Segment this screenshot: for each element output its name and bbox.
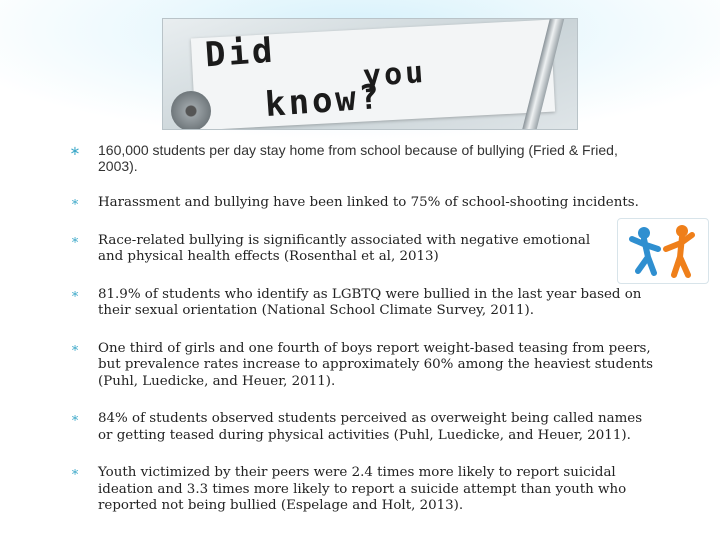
facts-list — [68, 143, 658, 515]
fact-text: Race-related bullying is significantly associated with negative emotional and physical health effects (Rosenthal et al, 2013) — [98, 232, 591, 264]
fact-item — [68, 143, 658, 174]
bullet-marker-icon: ∗ — [70, 411, 80, 426]
banner-word-1: Did — [203, 30, 277, 76]
fact-item — [68, 465, 658, 515]
banner-word-3: know? — [263, 76, 384, 126]
bullet-marker-icon: ∗ — [69, 143, 81, 158]
fact-item — [68, 341, 658, 391]
fact-text: Harassment and bullying have been linked to 75% of school-shooting incidents. — [98, 195, 639, 210]
bullet-marker-icon: ∗ — [70, 195, 80, 210]
bullet-marker-icon: ∗ — [70, 286, 80, 302]
bullet-marker-icon: ∗ — [70, 232, 80, 248]
bullet-marker-icon: ∗ — [70, 465, 80, 480]
disc-icon — [171, 91, 211, 130]
fact-text: One third of girls and one fourth of boys report weight-based teasing from peers, but prevalence rates increase to approximately 60% among the heaviest students (Puhl, Luedicke, and Heuer, 2011). — [98, 340, 654, 389]
fact-item — [68, 287, 658, 320]
banner-word-2: you — [361, 54, 428, 95]
did-you-know-banner — [162, 18, 578, 130]
fact-text: 160,000 students per day stay home from school because of bullying (Fried & Fried, 2003). — [98, 142, 618, 174]
fact-text: 81.9% of students who identify as LGBTQ were bullied in the last year based on their sexual orientation (National School Climate Survey, 2011). — [98, 286, 642, 318]
bullet-marker-icon: ∗ — [70, 340, 80, 356]
fact-item — [68, 195, 658, 212]
fact-text: Youth victimized by their peers were 2.4 times more likely to report suicidal ideation and 3.3 times more likely to report a suicide attempt than youth who reported not being bullied (Espelage and Holt, 2013). — [98, 465, 627, 513]
fact-text: 84% of students observed students perceived as overweight being called names or getting teased during physical activities (Puhl, Luedicke, and Heuer, 2011). — [98, 411, 643, 443]
fact-item — [68, 233, 658, 266]
fact-item — [68, 411, 658, 444]
